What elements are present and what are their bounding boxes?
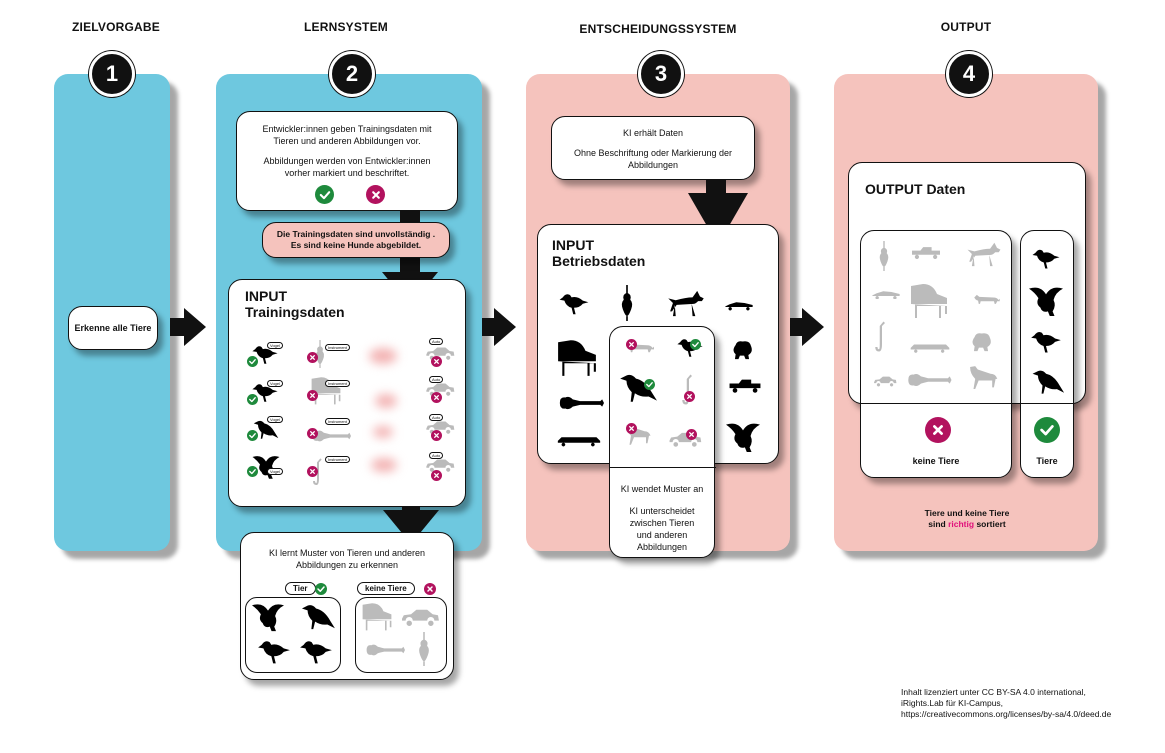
apply-text-1: KI wendet Muster an (620, 484, 704, 494)
cross-icon (307, 466, 318, 477)
bird-icon (558, 289, 590, 317)
apply-text-2: KI unterscheidet (629, 506, 695, 516)
check-icon (315, 185, 334, 204)
goal-text: Erkenne alle Tiere (74, 322, 152, 333)
mini-tag-instrument: Instrument (325, 344, 350, 351)
arrow-right-icon (802, 308, 824, 346)
warning-card (262, 222, 450, 258)
tag-tier: Tier (285, 582, 316, 595)
stage4-number: 4 (946, 51, 992, 97)
cross-icon (626, 423, 637, 434)
summary-highlight: richtig (948, 519, 975, 529)
cross-icon (925, 417, 951, 443)
check-icon (644, 379, 655, 390)
blurred-image (369, 348, 397, 364)
mini-tag-instrument: Instrument (325, 418, 350, 425)
piano-icon (909, 279, 949, 321)
animals-group (245, 597, 341, 673)
developer-text-1: Entwickler:innen geben Trainingsdaten mit (262, 124, 432, 134)
cross-icon (684, 391, 695, 402)
stage1-number: 1 (89, 51, 135, 97)
mini-tag-auto: Auto (429, 452, 443, 459)
developer-text-3: Abbildungen werden von Entwickler:innen (263, 156, 431, 167)
bird-icon (256, 636, 292, 666)
blurred-image (371, 458, 397, 472)
check-icon (1034, 417, 1060, 443)
piano-icon (556, 335, 598, 379)
mini-tag-auto: Auto (429, 338, 443, 345)
piano-icon (360, 600, 394, 632)
pomeranian-icon (730, 339, 754, 361)
violin-icon (877, 241, 891, 271)
warning-text-1: Die Trainingsdaten sind unvollständig . (276, 228, 436, 239)
limousine-icon (556, 433, 602, 447)
stage3-number: 3 (638, 51, 684, 97)
license-line-3: https://creativecommons.org/licenses/by-sa/4.0/deed.de (901, 709, 1112, 720)
check-icon (247, 466, 258, 477)
car-icon (425, 458, 455, 472)
check-icon (690, 339, 701, 350)
crow-icon (1029, 365, 1065, 397)
apply-text-5: Abbildungen (636, 542, 688, 552)
apply-text-4: und anderen (636, 530, 688, 540)
receive-card (551, 116, 755, 180)
cross-icon (424, 583, 436, 595)
guitar-icon (558, 393, 604, 413)
divider (1021, 403, 1073, 404)
mini-tag-instrument: Instrument (325, 380, 350, 387)
cross-icon (307, 428, 318, 439)
output-title: OUTPUT Daten (865, 181, 966, 197)
summary-post: sortiert (974, 519, 1006, 529)
arrow-right-icon (494, 308, 516, 346)
stage1-title: ZIELVORGABE (72, 20, 160, 34)
cross-icon (626, 339, 637, 350)
check-icon (247, 430, 258, 441)
mini-tag-auto: Auto (429, 414, 443, 421)
developer-text-4: vorher markiert und beschriftet. (284, 168, 410, 179)
mini-tag-vogel: Vogel (267, 342, 283, 349)
mini-tag-instrument: Instrument (325, 456, 350, 463)
car-icon (400, 608, 440, 626)
non-animals-group (355, 597, 447, 673)
eagle-icon (724, 419, 762, 453)
mini-tag-vogel: Vogel (267, 380, 283, 387)
output-summary-1: Tiere und keine Tiere (924, 508, 1010, 518)
stage3-title: ENTSCHEIDUNGSSYSTEM (579, 22, 737, 36)
receive-text-3: Abbildungen (627, 160, 679, 171)
receive-text-1: KI erhält Daten (622, 128, 684, 138)
developer-card (236, 111, 458, 211)
learn-pattern-card (240, 532, 454, 680)
tag-keine-tiere: keine Tiere (357, 582, 415, 595)
divider (610, 467, 716, 468)
eagle-icon (1027, 283, 1065, 317)
check-icon (247, 356, 258, 367)
license-text (901, 687, 1111, 720)
summary-pre: sind (928, 519, 949, 529)
truck-icon (909, 245, 943, 259)
bird-icon (1029, 327, 1063, 355)
stage2-title: LERNSYSTEM (303, 20, 388, 34)
training-input-title-2: Trainingsdaten (245, 304, 345, 320)
bird-icon (1031, 245, 1061, 271)
truck-icon (728, 377, 762, 393)
cross-icon (686, 429, 697, 440)
blurred-image (373, 426, 393, 438)
operational-input-title-1: INPUT (552, 237, 594, 253)
license-line-2: iRights.Lab für KI-Campus, (901, 698, 1004, 709)
output-summary-2 (860, 519, 1074, 530)
arrow-right-icon (184, 308, 206, 346)
output-label-yes: Tiere (1036, 456, 1058, 466)
license-line-1: Inhalt lizenziert unter CC BY-SA 4.0 international, (901, 687, 1086, 697)
mini-tag-auto: Auto (429, 376, 443, 383)
divider (861, 403, 1011, 404)
dachshund-icon (973, 293, 1001, 307)
cross-icon (307, 352, 318, 363)
warning-text-2: Es sind keine Hunde abgebildet. (290, 240, 422, 250)
violin-icon (618, 285, 636, 321)
violin-icon (416, 632, 432, 666)
training-input-title-1: INPUT (245, 288, 287, 304)
cross-icon (431, 470, 442, 481)
cross-icon (431, 392, 442, 403)
apply-pattern-card (609, 326, 715, 558)
apply-text-3: zwischen Tieren (629, 518, 695, 528)
check-icon (315, 583, 327, 595)
training-input-card (228, 279, 466, 507)
output-animals (1020, 230, 1074, 478)
dog-icon (666, 289, 706, 317)
arrow-shaft-1 (170, 318, 184, 336)
output-label-no: keine Tiere (912, 456, 960, 466)
bird-icon (298, 636, 334, 666)
guitar-icon (905, 371, 953, 389)
pomeranian-icon (969, 331, 993, 353)
stage4-title: OUTPUT (940, 20, 992, 34)
check-icon (247, 394, 258, 405)
stage2-number: 2 (329, 51, 375, 97)
greyhound-icon (965, 363, 999, 393)
dog-icon (965, 241, 1003, 267)
operational-input-title-2: Betriebsdaten (552, 253, 646, 269)
saxophone-icon (873, 319, 891, 357)
sportscar-icon (871, 289, 901, 299)
cross-icon (431, 430, 442, 441)
mini-tag-vogel: Vogel (267, 468, 283, 475)
developer-text-2: Tieren und anderen Abbildungen vor. (273, 136, 421, 147)
guitar-icon (364, 642, 406, 658)
car-icon (873, 375, 897, 387)
goal-card (68, 306, 158, 350)
learn-text-2: Abbildungen zu erkennen (295, 560, 399, 571)
receive-text-2: Ohne Beschriftung oder Markierung der (573, 148, 733, 159)
limousine-icon (909, 341, 951, 353)
cross-icon (307, 390, 318, 401)
cross-icon (431, 356, 442, 367)
sportscar-icon (724, 299, 754, 311)
cross-icon (366, 185, 385, 204)
learn-text-1: KI lernt Muster von Tieren und anderen (268, 548, 426, 558)
output-no-animals (860, 230, 1012, 478)
mini-tag-vogel: Vogel (267, 416, 283, 423)
crow-icon (298, 600, 336, 632)
blurred-image (375, 394, 397, 408)
eagle-icon (250, 600, 286, 632)
